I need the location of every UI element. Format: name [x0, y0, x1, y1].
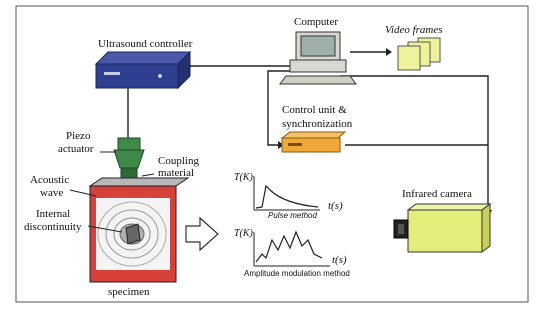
control-unit-label-line2: synchronization — [282, 118, 353, 130]
piezo-label-line2: actuator — [58, 143, 94, 155]
computer-label: Computer — [294, 16, 338, 28]
specimen-label: specimen — [108, 286, 150, 298]
piezo-label-line1: Piezo — [66, 130, 91, 142]
control-unit-label-line1: Control unit & — [282, 104, 347, 116]
coupling-label-line1: Coupling — [158, 155, 199, 167]
pulse-caption: Pulse method — [268, 211, 317, 220]
ultrasound-controller-label: Ultrasound controller — [98, 38, 193, 50]
amplitude-xlabel: t(s) — [332, 254, 347, 266]
control-unit-device — [282, 132, 345, 152]
pulse-xlabel: t(s) — [328, 200, 343, 212]
internal-label-line1: Internal — [36, 208, 71, 220]
pulse-ylabel: T(K) — [234, 172, 253, 183]
infrared-camera-device — [394, 204, 490, 252]
ultrasound-controller-device — [96, 52, 190, 88]
acoustic-label-line2: wave — [40, 187, 64, 199]
specimen-block — [90, 178, 188, 282]
video-frames-label: Video frames — [385, 24, 443, 36]
internal-discontinuity-shape — [126, 224, 140, 244]
acoustic-label-line1: Acoustic — [30, 174, 70, 186]
coupling-label-line2: material — [158, 167, 195, 179]
infrared-camera-label: Infrared camera — [402, 188, 472, 200]
internal-label-line2: discontinuity — [24, 221, 82, 233]
amplitude-ylabel: T(K) — [234, 228, 253, 239]
amplitude-caption: Amplitude modulation method — [244, 269, 350, 278]
